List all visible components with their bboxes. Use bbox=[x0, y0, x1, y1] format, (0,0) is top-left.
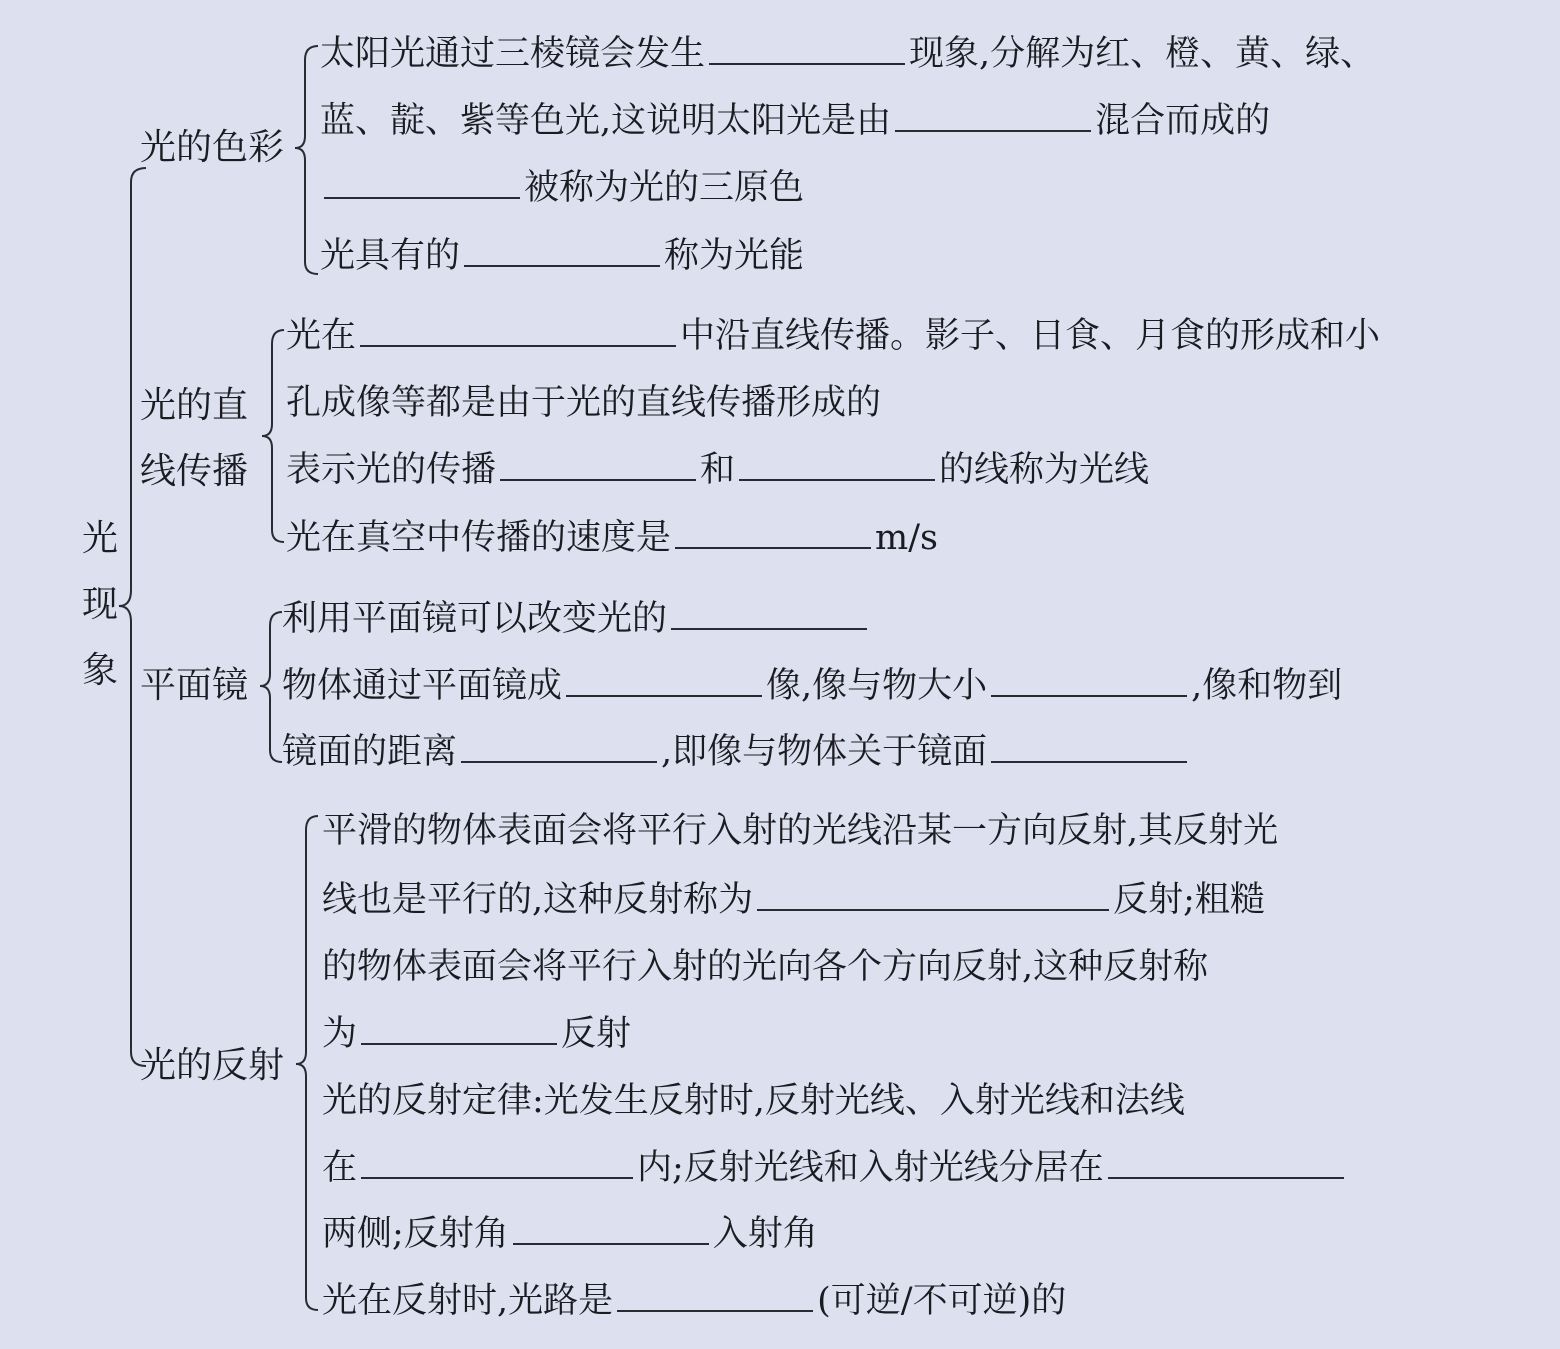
fill-in-blank[interactable] bbox=[675, 517, 871, 549]
line-text: 平滑的物体表面会将平行入射的光线沿某一方向反射,其反射光 bbox=[322, 811, 1279, 851]
fill-in-blank[interactable] bbox=[991, 665, 1187, 697]
root-char: 光 bbox=[81, 518, 118, 559]
line-text: 入射角 bbox=[712, 1214, 818, 1254]
line-text: m/s bbox=[875, 518, 938, 558]
straight-line bbox=[286, 447, 1149, 493]
fill-in-blank[interactable] bbox=[671, 598, 867, 630]
line-text: 反射 bbox=[561, 1014, 632, 1054]
fill-in-blank[interactable] bbox=[739, 449, 935, 481]
straight-line bbox=[286, 380, 881, 426]
root-char: 象 bbox=[81, 650, 118, 691]
line-text: 表示光的传播 bbox=[286, 450, 497, 490]
reflection-line bbox=[322, 1078, 1185, 1124]
section-label-color: 光的色彩 bbox=[140, 127, 285, 168]
section-label-mirror: 平面镜 bbox=[140, 665, 249, 706]
root-label bbox=[80, 506, 120, 704]
color-line bbox=[320, 31, 1375, 77]
color-line bbox=[320, 165, 804, 211]
fill-in-blank[interactable] bbox=[895, 100, 1091, 132]
fill-in-blank[interactable] bbox=[709, 33, 905, 65]
line-text: 物体通过平面镜成 bbox=[282, 666, 563, 706]
line-text: 太阳光通过三棱镜会发生 bbox=[320, 34, 706, 74]
fill-in-blank[interactable] bbox=[360, 315, 676, 347]
line-text: 光在 bbox=[286, 316, 357, 356]
line-text: 蓝、靛、紫等色光,这说明太阳光是由 bbox=[320, 101, 892, 141]
reflection-line bbox=[322, 1278, 1066, 1324]
line-text: 线也是平行的,这种反射称为 bbox=[322, 880, 754, 920]
fill-in-blank[interactable] bbox=[361, 1147, 633, 1179]
section-label-reflection: 光的反射 bbox=[140, 1045, 285, 1086]
reflection-line bbox=[322, 1145, 1348, 1191]
line-text: 在 bbox=[322, 1148, 358, 1188]
line-text: 被称为光的三原色 bbox=[524, 168, 805, 208]
reflection-brace bbox=[296, 816, 318, 1310]
line-text: 混合而成的 bbox=[1095, 101, 1271, 141]
fill-in-blank[interactable] bbox=[513, 1213, 709, 1245]
fill-in-blank[interactable] bbox=[324, 167, 520, 199]
line-text: 两侧;反射角 bbox=[322, 1214, 509, 1254]
line-text: 的线称为光线 bbox=[939, 450, 1150, 490]
reflection-line bbox=[322, 1211, 818, 1257]
mirror-line bbox=[282, 729, 1191, 775]
line-text: 内;反射光线和入射光线分居在 bbox=[637, 1148, 1104, 1188]
color-line bbox=[320, 98, 1270, 144]
line-text: 和 bbox=[700, 450, 736, 490]
line-text: 中沿直线传播。影子、日食、月食的形成和小 bbox=[680, 316, 1381, 356]
line-text: (可逆/不可逆)的 bbox=[817, 1281, 1067, 1321]
fill-in-blank[interactable] bbox=[757, 879, 1109, 911]
fill-in-blank[interactable] bbox=[991, 731, 1187, 763]
straight-line bbox=[286, 313, 1380, 359]
line-text: 称为光能 bbox=[664, 236, 805, 276]
root-brace bbox=[119, 168, 146, 1066]
mirror-line bbox=[282, 663, 1342, 709]
mirror-line bbox=[282, 596, 871, 642]
line-text: 光具有的 bbox=[320, 236, 461, 276]
line-text: ,像和物到 bbox=[1191, 666, 1343, 706]
line-text: 孔成像等都是由于光的直线传播形成的 bbox=[286, 383, 882, 423]
fill-in-blank[interactable] bbox=[1108, 1147, 1344, 1179]
fill-in-blank[interactable] bbox=[464, 235, 660, 267]
fill-in-blank[interactable] bbox=[617, 1280, 813, 1312]
straight-line bbox=[286, 515, 938, 561]
line-text: 现象,分解为红、橙、黄、绿、 bbox=[909, 34, 1376, 74]
straight-brace bbox=[262, 330, 284, 542]
fill-in-blank[interactable] bbox=[461, 731, 657, 763]
section-label-straight: 光的直 bbox=[140, 385, 249, 426]
section-label-straight: 线传播 bbox=[140, 451, 249, 492]
line-text: 光的反射定律:光发生反射时,反射光线、入射光线和法线 bbox=[322, 1081, 1185, 1121]
line-text: 为 bbox=[322, 1014, 358, 1054]
root-char: 现 bbox=[81, 584, 118, 625]
line-text: 像,像与物大小 bbox=[766, 666, 988, 706]
mirror-brace bbox=[260, 612, 282, 762]
color-line bbox=[320, 233, 804, 279]
line-text: 反射;粗糙 bbox=[1113, 880, 1265, 920]
line-text: 的物体表面会将平行入射的光向各个方向反射,这种反射称 bbox=[322, 947, 1209, 987]
line-text: 利用平面镜可以改变光的 bbox=[282, 599, 668, 639]
fill-in-blank[interactable] bbox=[361, 1013, 557, 1045]
reflection-line bbox=[322, 877, 1265, 923]
fill-in-blank[interactable] bbox=[500, 449, 696, 481]
color-brace bbox=[295, 46, 318, 274]
reflection-line bbox=[322, 808, 1278, 854]
reflection-line bbox=[322, 1011, 631, 1057]
line-text: 镜面的距离 bbox=[282, 732, 458, 772]
reflection-line bbox=[322, 944, 1208, 990]
fill-in-blank[interactable] bbox=[566, 665, 762, 697]
line-text: ,即像与物体关于镜面 bbox=[661, 732, 988, 772]
line-text: 光在真空中传播的速度是 bbox=[286, 518, 672, 558]
line-text: 光在反射时,光路是 bbox=[322, 1281, 614, 1321]
